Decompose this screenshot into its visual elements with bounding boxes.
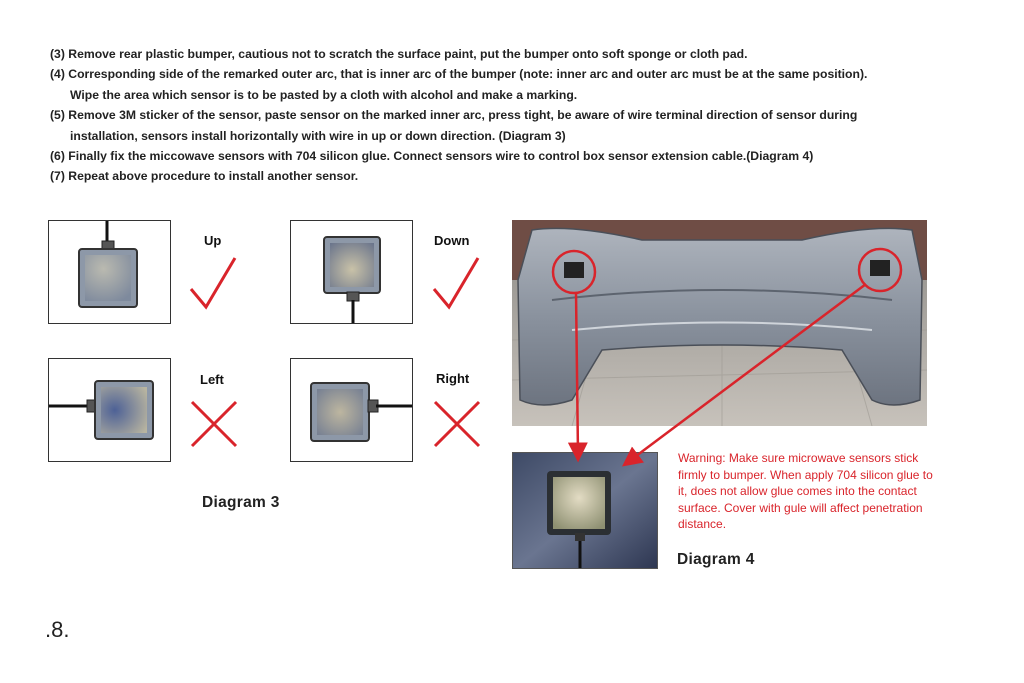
page-number: .8.	[45, 617, 70, 642]
step-5: (5) Remove 3M sticker of the sensor, paste sensor on the marked inner arc, press tight, be aware of wire terminal direction of sensor during	[50, 108, 858, 123]
step-3: (3) Remove rear plastic bumper, cautious not to scratch the surface paint, put the bumper onto soft sponge or cloth pad.	[50, 47, 748, 61]
label-left: Left	[200, 372, 224, 387]
step-4-continued: Wipe the area which sensor is to be pasted by a cloth with alcohol and make a marking.	[70, 87, 578, 102]
step-5-continued: installation, sensors install horizontally with wire in up or down direction. (Diagram 3)	[70, 128, 566, 143]
label-up: Up	[204, 233, 222, 248]
step-4: (4) Corresponding side of the remarked outer arc, that is inner arc of the bumper (note: inner arc and outer arc must be at the same position).	[50, 67, 868, 82]
arrow-left-sensor	[576, 292, 578, 455]
arrow-right-sensor	[628, 284, 866, 462]
label-right: Right	[436, 371, 470, 386]
diagram-3-caption: Diagram 3	[202, 494, 280, 511]
step-6: (6) Finally fix the miccowave sensors with 704 silicon glue. Connect sensors wire to control box sensor extension cable.(Diagram 4)	[50, 149, 814, 164]
diagram-4-caption: Diagram 4	[677, 551, 755, 568]
warning-text: Warning: Make sure microwave sensors stick firmly to bumper. When apply 704 silicon glue to it, does not allow glue comes into the contact surface. Cover with gule will affect penetration distance.	[678, 451, 933, 532]
label-down: Down	[434, 233, 470, 248]
step-7: (7) Repeat above procedure to install another sensor.	[50, 169, 359, 184]
